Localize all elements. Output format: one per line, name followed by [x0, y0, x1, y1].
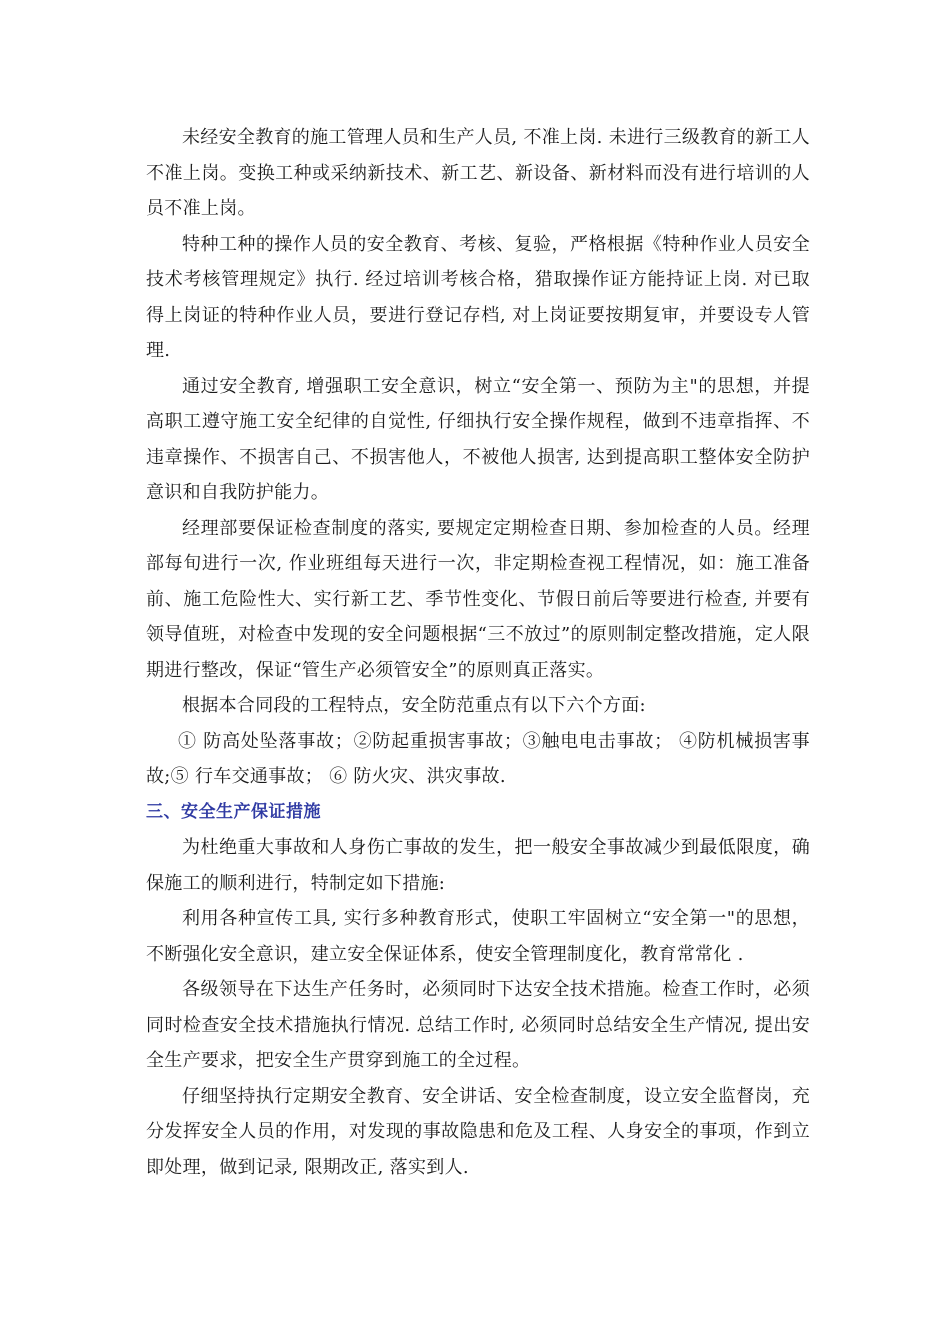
- paragraph-special-operators: 特种工种的操作人员的安全教育、考核、复验，严格根据《特种作业人员安全技术考核管理规定》执行. 经过培训考核合格，猎取操作证方能持证上岗. 对已取得上岗证的特种作业人员，要进行登记存档, 对上岗证要按期复审，并要设专人管理.: [146, 233, 810, 361]
- paragraph-inspection-system: 经理部要保证检查制度的落实, 要规定定期检查日期、参加检查的人员。经理部每旬进行一次, 作业班组每天进行一次，非定期检查视工程情况，如：施工准备前、施工危险性大、实行新工艺、季节性变化、节假日前后等要进行检查, 并要有领导值班，对检查中发现的安全问题根据“三不放过”的原则制定整改措施，定人限期进行整改，保证“管生产必须管安全”的原则真正落实。: [146, 517, 810, 681]
- paragraph-measures-intro: 为杜绝重大事故和人身伤亡事故的发生，把一般安全事故减少到最低限度，确保施工的顺利进行，特制定如下措施:: [146, 837, 810, 894]
- document-body: [146, 120, 810, 1185]
- paragraph-safety-awareness: 通过安全教育, 增强职工安全意识，树立“安全第一、预防为主"的思想，并提高职工遵守施工安全纪律的自觉性, 仔细执行安全操作规程，做到不违章指挥、不违章操作、不损害自己、不损害他人，不被他人损害, 达到提高职工整体安全防护意识和自我防护能力。: [146, 375, 810, 503]
- paragraph-safety-focus-list: ① 防高处坠落事故；②防起重损害事故；③触电电击事故； ④防机械损害事故;⑤ 行车交通事故； ⑥ 防火灾、洪灾事故.: [146, 730, 810, 787]
- paragraph-supervision: 仔细坚持执行定期安全教育、安全讲话、安全检查制度，设立安全监督岗，充分发挥安全人员的作用，对发现的事故隐患和危及工程、人身安全的事项，作到立即处理，做到记录, 限期改正, 落实到人.: [146, 1085, 810, 1178]
- paragraph-education-requirement: 未经安全教育的施工管理人员和生产人员, 不准上岗. 未进行三级教育的新工人不准上岗。变换工种或采纳新技术、新工艺、新设备、新材料而没有进行培训的人员不准上岗。: [146, 127, 810, 219]
- paragraph-publicity: 利用各种宣传工具, 实行多种教育形式，使职工牢固树立“安全第一"的思想，不断强化安全意识，建立安全保证体系，使安全管理制度化，教育常常化 .: [146, 908, 810, 965]
- paragraph-leadership: 各级领导在下达生产任务时，必须同时下达安全技术措施。检查工作时，必须同时检查安全技术措施执行情况. 总结工作时, 必须同时总结安全生产情况, 提出安全生产要求，把安全生产贯穿到施工的全过程。: [146, 979, 810, 1071]
- section-heading: 三、安全生产保证措施: [146, 801, 321, 822]
- paragraph-safety-focus-intro: 根据本合同段的工程特点，安全防范重点有以下六个方面:: [182, 695, 646, 716]
